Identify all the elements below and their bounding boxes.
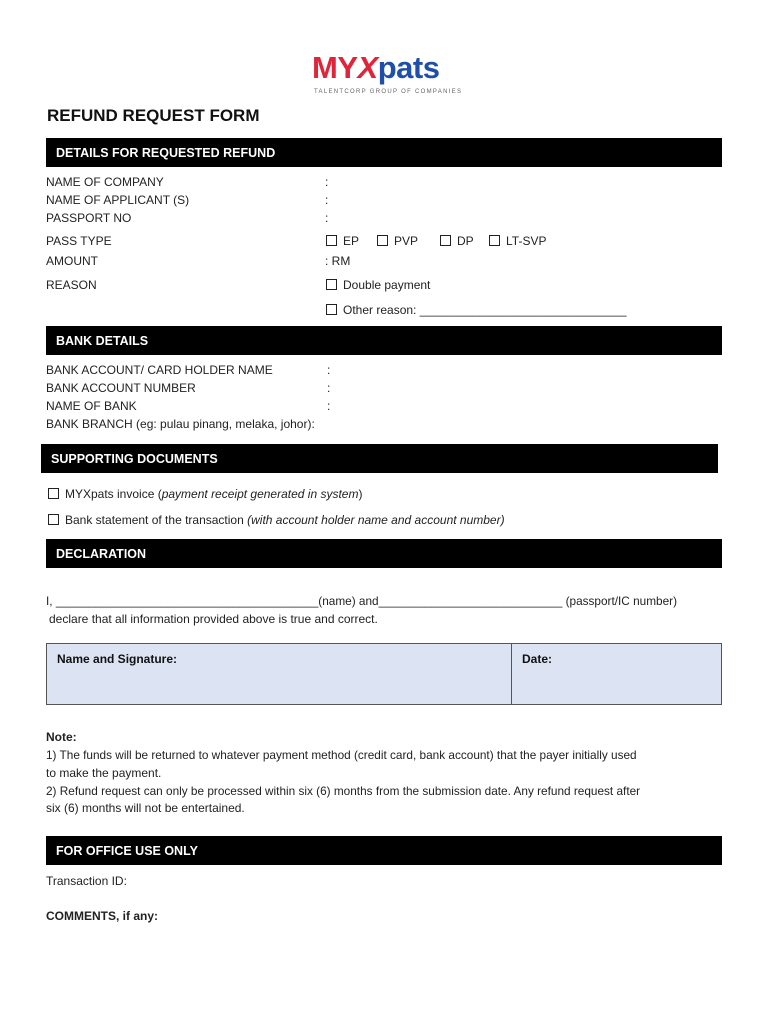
option-ep-label: EP	[343, 234, 360, 248]
doc-statement-italic: (with account holder name and account number)	[247, 513, 505, 527]
section-bank-title: BANK DETAILS	[56, 333, 149, 348]
section-docs-title: SUPPORTING DOCUMENTS	[51, 451, 218, 466]
section-refund-title: DETAILS FOR REQUESTED REFUND	[56, 145, 276, 160]
doc-statement-text: Bank statement of the transaction	[65, 513, 248, 527]
date-label: Date:	[522, 652, 553, 666]
checkbox-pvp[interactable]	[377, 235, 388, 246]
label-reason: REASON	[46, 278, 97, 292]
label-applicant: NAME OF APPLICANT (S)	[46, 193, 190, 207]
section-declaration-title: DECLARATION	[56, 546, 147, 561]
label-card-holder: BANK ACCOUNT/ CARD HOLDER NAME	[46, 363, 273, 377]
checkbox-lt-svp[interactable]	[489, 235, 500, 246]
checkbox-other-reason[interactable]	[326, 304, 337, 315]
note-line-2: to make the payment.	[46, 766, 162, 780]
option-pvp[interactable]	[377, 234, 418, 248]
amount-currency: : RM	[325, 254, 351, 268]
name-signature-label: Name and Signature:	[57, 652, 178, 666]
checkbox-invoice[interactable]	[48, 488, 59, 499]
section-office-title: FOR OFFICE USE ONLY	[56, 843, 198, 858]
section-declaration-header	[46, 539, 722, 568]
declaration-line-2: declare that all information provided above is true and correct.	[49, 612, 378, 626]
label-comments: COMMENTS, if any:	[46, 909, 159, 923]
declaration-line-1: I, ________________________________________(name) and____________________________ (passport/IC number)	[46, 594, 678, 608]
checkbox-statement[interactable]	[48, 514, 59, 525]
label-bank-name: NAME OF BANK	[46, 399, 137, 413]
section-bank-header	[46, 326, 722, 355]
label-bank-branch: BANK BRANCH (eg: pulau pinang, melaka, johor):	[46, 417, 315, 431]
checkbox-dp[interactable]	[440, 235, 451, 246]
section-docs-header	[41, 444, 718, 473]
option-pvp-label: PVP	[394, 234, 419, 248]
signature-divider	[511, 644, 512, 704]
logo	[312, 50, 462, 100]
doc-invoice-text: MYXpats invoice (	[65, 487, 162, 501]
option-lt-svp-label: LT-SVP	[506, 234, 547, 248]
doc-invoice[interactable]	[48, 487, 362, 501]
note-line-3: 2) Refund request can only be processed within six (6) months from the submission date. Any refund request after	[46, 784, 641, 798]
colon-passport: :	[325, 211, 329, 225]
logo-my: MY	[312, 50, 358, 85]
section-office-header	[46, 836, 722, 865]
doc-invoice-italic: payment receipt generated in system	[161, 487, 359, 501]
form-title: REFUND REQUEST FORM	[47, 106, 260, 125]
logo-x: X	[357, 50, 378, 85]
logo-wordmark	[312, 50, 439, 86]
checkbox-ep[interactable]	[326, 235, 337, 246]
label-passport: PASSPORT NO	[46, 211, 132, 225]
option-dp[interactable]	[440, 234, 474, 248]
reason-other-label: Other reason: _______________________________	[343, 303, 627, 317]
note-line-1: 1) The funds will be returned to whatever payment method (credit card, bank account) that the payer initially used	[46, 748, 637, 762]
reason-double[interactable]	[326, 278, 430, 292]
section-refund-header	[46, 138, 722, 167]
note-heading: Note:	[46, 730, 77, 744]
label-amount: AMOUNT	[46, 254, 98, 268]
checkbox-double-payment[interactable]	[326, 279, 337, 290]
label-transaction-id: Transaction ID:	[46, 874, 127, 888]
option-dp-label: DP	[457, 234, 474, 248]
doc-invoice-end: )	[358, 487, 363, 501]
label-company: NAME OF COMPANY	[46, 175, 164, 189]
signature-table	[46, 643, 722, 705]
colon-card-holder: :	[327, 363, 331, 377]
label-pass-type: PASS TYPE	[46, 234, 112, 248]
reason-double-label: Double payment	[343, 278, 431, 292]
colon-bank-name: :	[327, 399, 331, 413]
reason-other[interactable]	[326, 303, 627, 317]
option-lt-svp[interactable]	[489, 234, 546, 248]
note-line-4: six (6) months will not be entertained.	[46, 801, 245, 815]
logo-subtitle: TALENTCORP GROUP OF COMPANIES	[314, 89, 463, 95]
colon-account-number: :	[327, 381, 331, 395]
colon-company: :	[325, 175, 329, 189]
colon-applicant: :	[325, 193, 329, 207]
doc-statement[interactable]	[48, 513, 505, 527]
option-ep[interactable]	[326, 234, 359, 248]
logo-pats: pats	[377, 50, 440, 85]
label-account-number: BANK ACCOUNT NUMBER	[46, 381, 196, 395]
